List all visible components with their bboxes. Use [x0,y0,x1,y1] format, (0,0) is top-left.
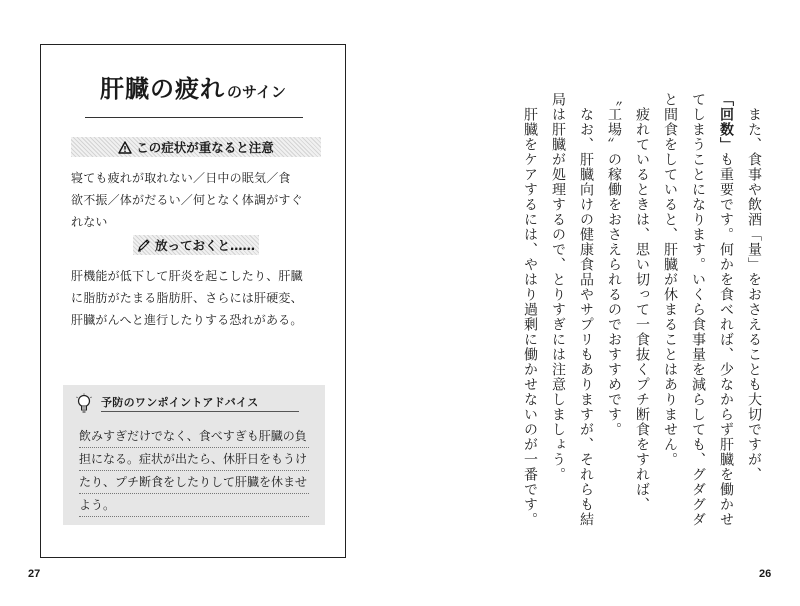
advice-heading-divider [101,411,299,412]
consequences-section [71,235,321,331]
paragraph-4-text: 肝臓をケアするには、やはり過剰に働かせないのが一番です。 [522,107,538,527]
consequences-line: 肝機能が低下して肝炎を起こしたり、肝臓 [71,269,303,283]
advice-box [63,385,325,525]
symptoms-heading-text: この症状が重なると注意 [136,140,274,155]
paragraph-1-part-2: も重要です。何かを食べれば、少なからず肝臓を働かせてしまうことになります。いくら食事量を減らしても、グダグダと間食をしていると、肝臓が休まることはありません。 [662,92,734,527]
panel-title-main: 肝臓の疲れ [100,75,226,103]
paragraph-1 [656,92,768,532]
paragraph-1-part-1: また、食事や飲酒「量」をおさえることも大切ですが、 [746,107,762,482]
advice-heading: 予防のワンポイントアドバイス [101,396,259,409]
advice-line: 飲みすぎだけでなく、食べすぎも肝臓の負 [79,425,309,448]
pencil-icon [137,238,151,252]
symptoms-line: 欲不振／体がだるい／何となく体調がすぐ [71,193,303,207]
symptoms-line: れない [71,215,108,229]
paragraph-3-text: なお、肝臓向けの健康食品やサプリもありますが、それらも結局は肝臓が処理するので、とりすぎには注意しましょう。 [550,92,594,527]
liver-fatigue-panel [40,44,346,558]
advice-line: たり、プチ断食をしたりして肝臓を休ませ [79,471,309,494]
consequences-heading [133,235,259,255]
symptoms-heading [71,137,321,157]
paragraph-2 [600,92,656,532]
advice-line: 担になる。症状が出たら、休肝日をもうけ [79,448,309,471]
symptoms-text [71,167,321,233]
body-text-vertical [516,92,768,532]
symptoms-line: 寝ても疲れが取れない／日中の眠気／食 [71,171,291,185]
page-number-right: 26 [759,568,772,580]
consequences-line: に脂肪がたまる脂肪肝、さらには肝硬変、 [71,291,303,305]
panel-title-sub: のサイン [227,83,286,101]
title-divider [85,117,303,118]
page-number-left: 27 [28,568,41,580]
consequences-line: 肝臓がんへと進行したりする恐れがある。 [71,313,303,327]
consequences-text [71,265,321,331]
paragraph-3 [544,92,600,532]
advice-line: よう。 [79,494,309,517]
advice-text [79,425,309,517]
lightbulb-icon [75,393,93,415]
emphasis-kaisuu: 「回数」 [718,92,734,152]
paragraph-4 [516,92,544,532]
consequences-heading-text: 放っておくと…… [154,238,255,253]
paragraph-2-text: 疲れているときは、思い切って一食抜くプチ断食をすれば、〝工場〟の稼働をおさえられるのでおすすめです。 [606,92,650,512]
symptoms-section [71,137,321,233]
warning-icon [118,141,132,154]
panel-title [41,69,345,104]
